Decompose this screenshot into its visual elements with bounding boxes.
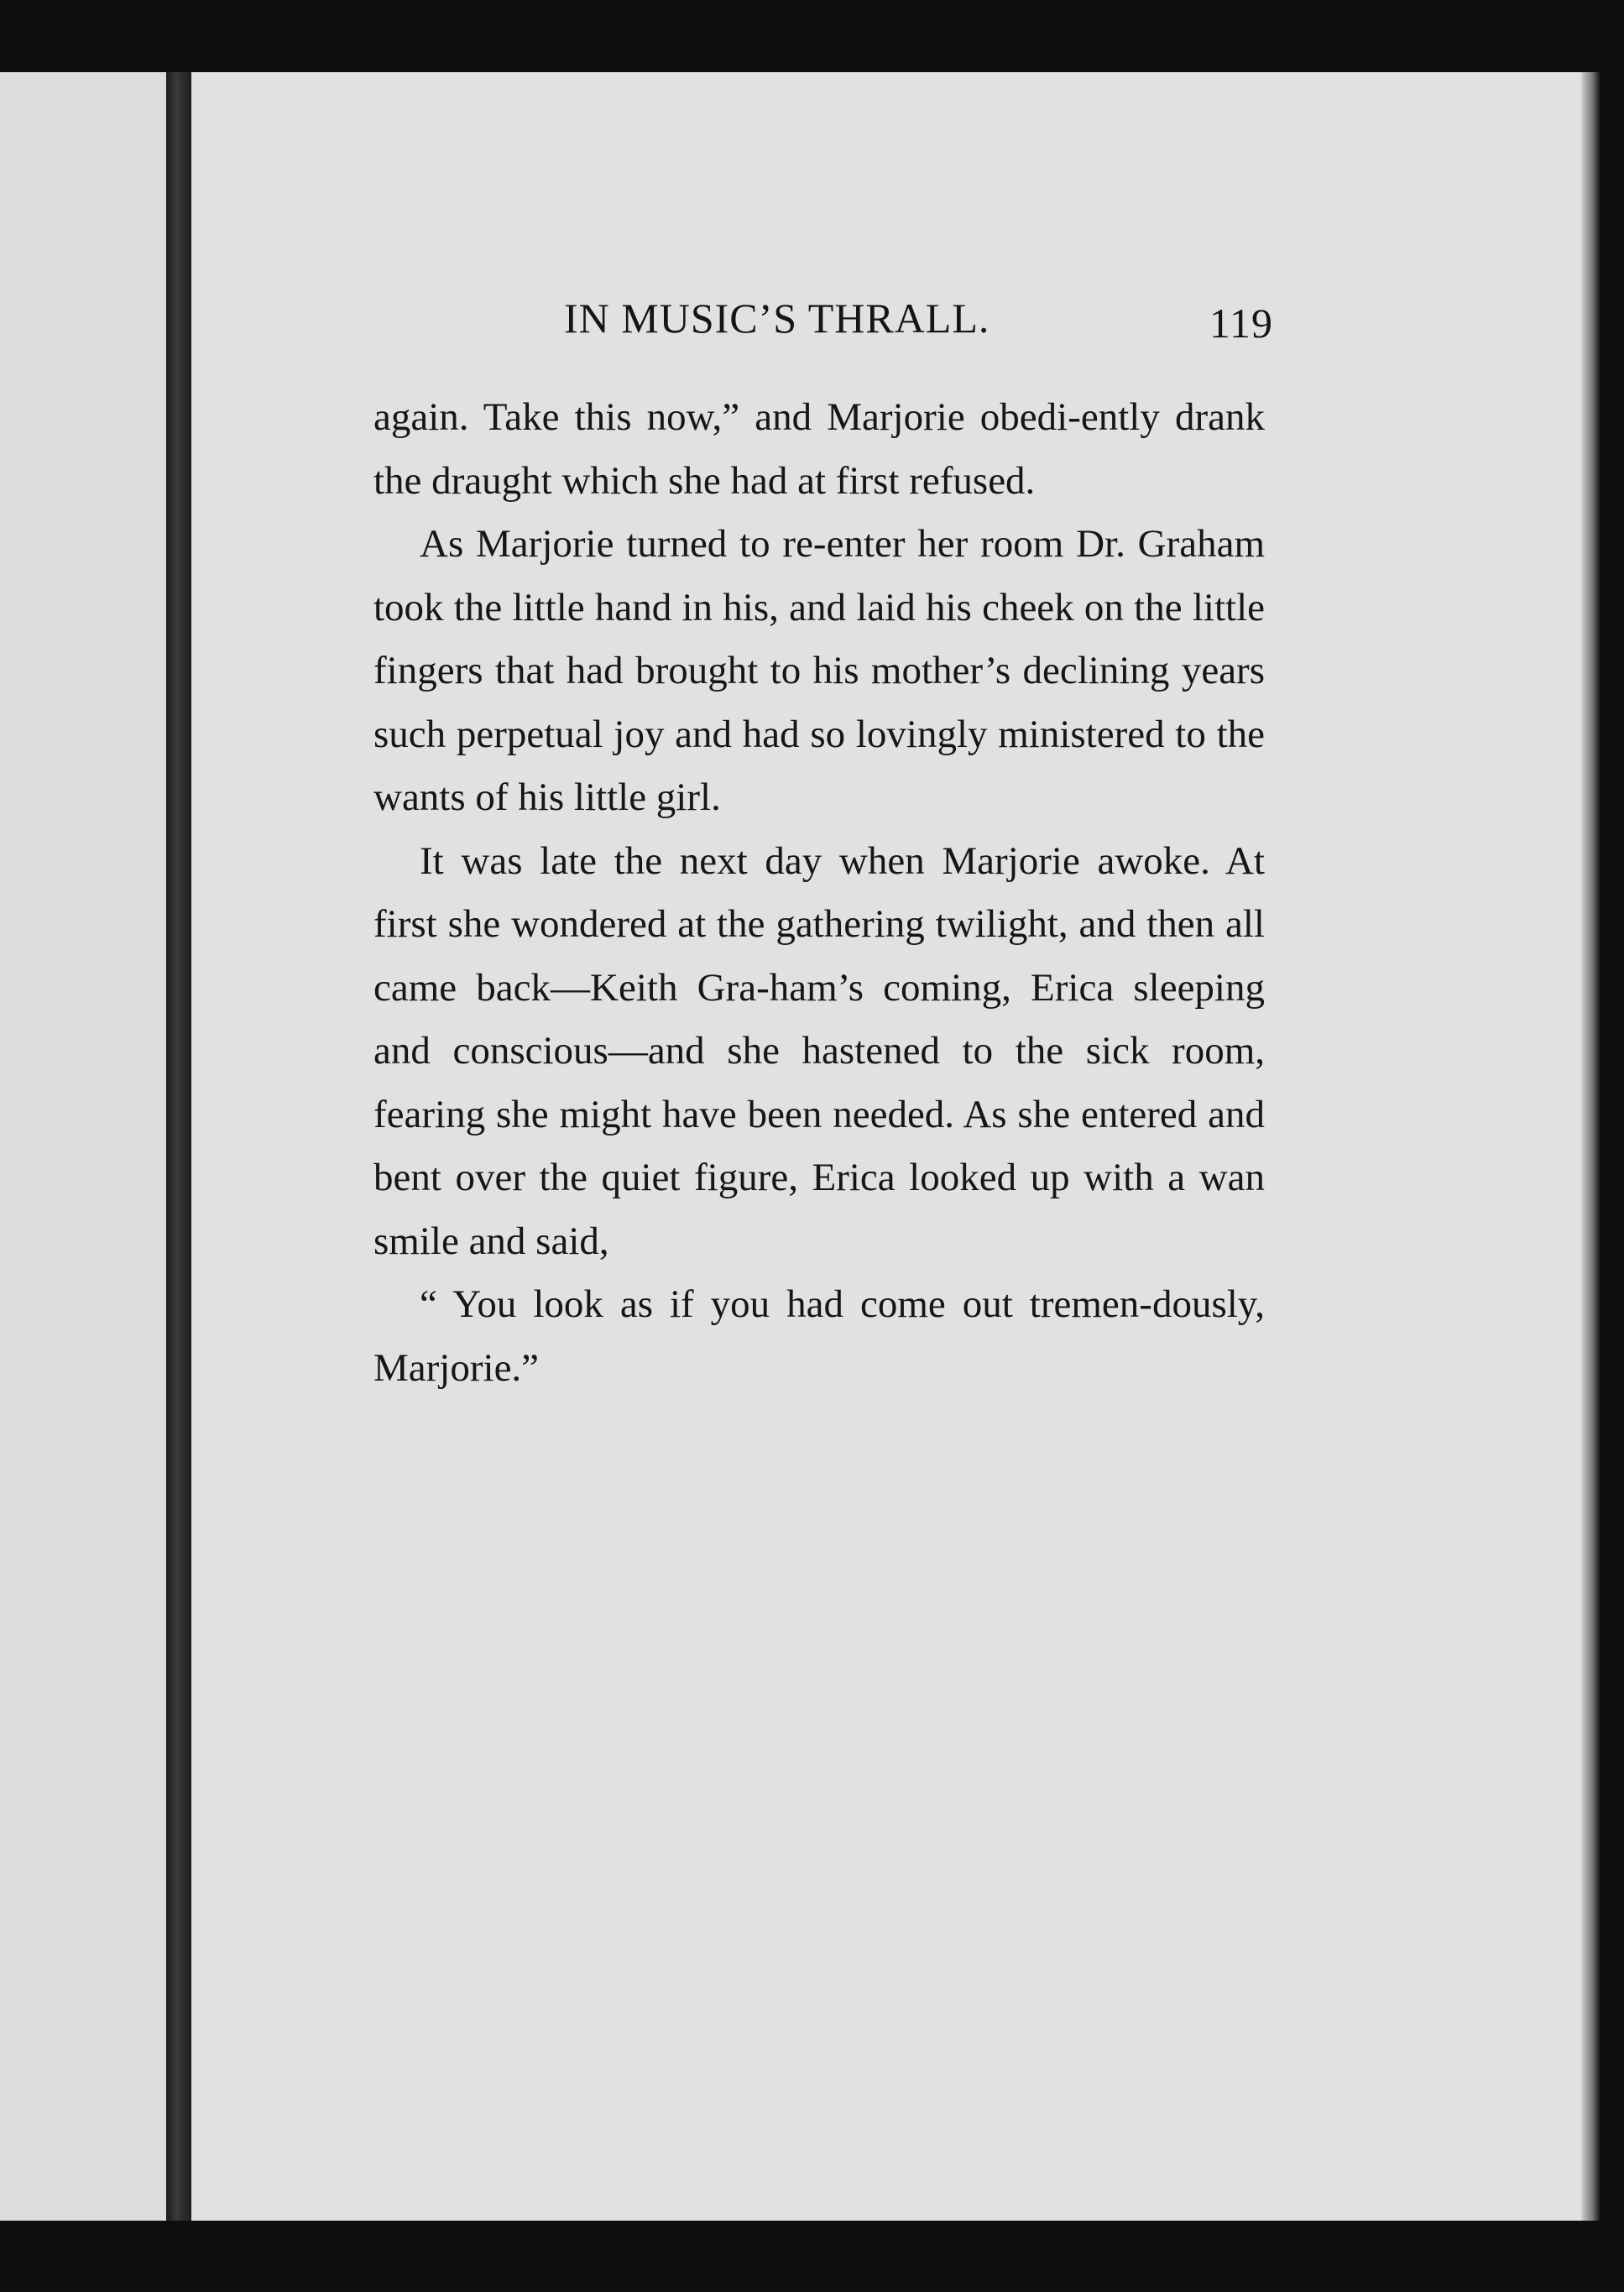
paragraph: As Marjorie turned to re-enter her room Dr. Graham took the little hand in his, and laid his cheek on the little fingers that had brought to his mother’s declining years such perpetual joy and had so lovingly ministered to the wants of his little girl. bbox=[373, 522, 1265, 819]
paragraph: again. Take this now,” and Marjorie obedi-ently drank the draught which she had at first refused. bbox=[373, 395, 1265, 503]
page-fore-edge bbox=[1581, 72, 1600, 2221]
paragraph: It was late the next day when Marjorie awoke. At first she wondered at the gathering twilight, and then all came back—Keith Gra-ham’s coming, Erica sleeping and conscious—and she hastened to the sick room, fearing she might have been needed. As she entered and bent over the quiet figure, Erica looked up with a wan smile and said, bbox=[373, 838, 1265, 1263]
book-gutter bbox=[166, 72, 191, 2221]
body-text bbox=[373, 386, 1265, 1400]
previous-page-edge bbox=[0, 72, 171, 2221]
running-title: IN MUSIC’S THRALL. bbox=[564, 295, 990, 342]
page-number: 119 bbox=[1209, 300, 1273, 347]
paragraph: “ You look as if you had come out tremen-dously, Marjorie.” bbox=[373, 1282, 1265, 1390]
page-header bbox=[564, 294, 1273, 352]
